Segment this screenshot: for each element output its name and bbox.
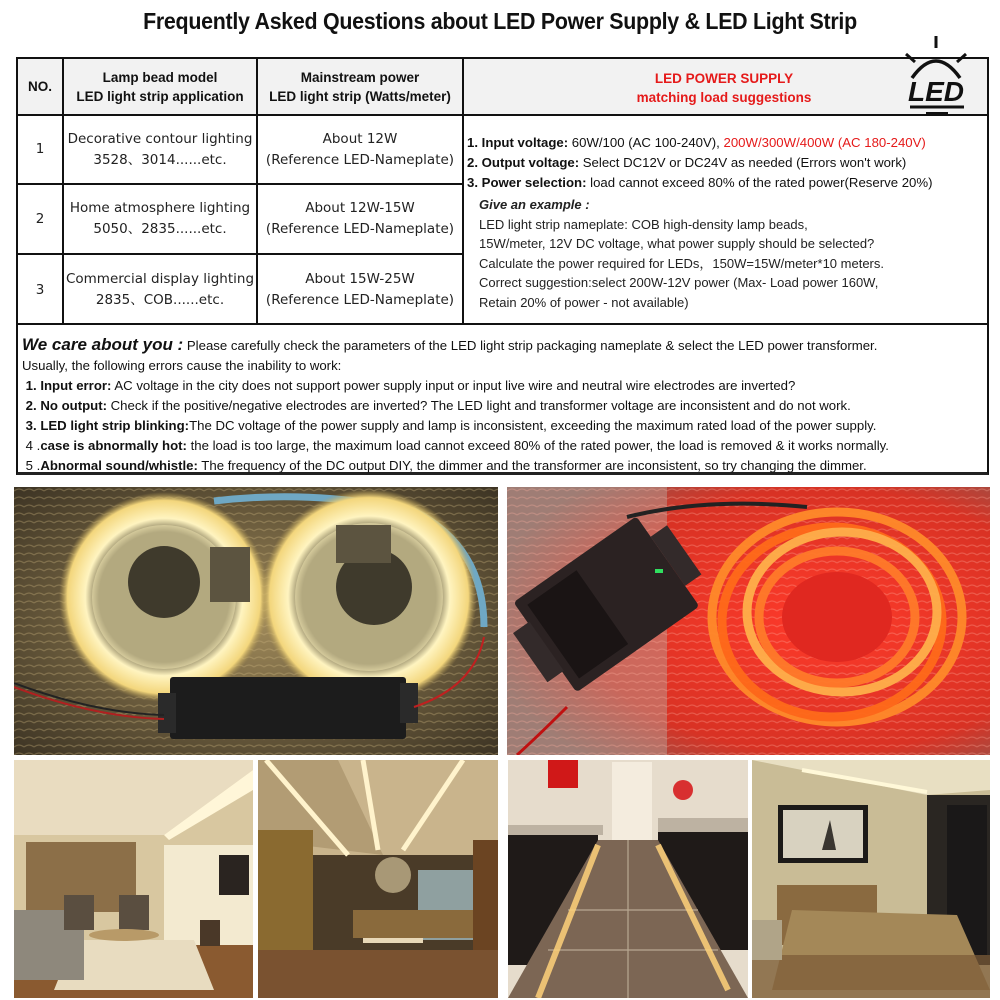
example-line: 15W/meter, 12V DC voltage, what power supply should be selected? bbox=[479, 236, 875, 251]
care-sub: Usually, the following errors cause the inability to work: bbox=[22, 358, 342, 373]
row-no: 3 bbox=[35, 281, 45, 298]
error-item bbox=[22, 416, 987, 436]
example-line: LED light strip nameplate: COB high-density lamp beads, bbox=[479, 216, 808, 232]
example-heading: Give an example : bbox=[479, 197, 590, 212]
row-3-power bbox=[258, 255, 464, 325]
error-item bbox=[22, 376, 987, 396]
error-text: the load is too large, the maximum load cannot exceed 80% of the rated power, the load is removed & it works normally. bbox=[186, 438, 889, 453]
header-power bbox=[258, 59, 464, 116]
photo-bedroom bbox=[752, 760, 990, 998]
row-no: 2 bbox=[35, 210, 45, 227]
led-bulb-icon bbox=[896, 34, 976, 118]
photo-red-led-strip bbox=[507, 487, 990, 755]
example-line: Retain 20% of power - not available) bbox=[479, 294, 689, 310]
photo-kitchen bbox=[508, 760, 748, 998]
row-app: Decorative contour lighting bbox=[67, 130, 253, 147]
page-title: Frequently Asked Questions about LED Power Supply & LED Light Strip bbox=[143, 8, 857, 34]
error-prefix: 5 . bbox=[25, 458, 41, 473]
error-label: 1. Input error: bbox=[25, 378, 112, 393]
header-lamp-line1: Lamp bead model bbox=[102, 69, 218, 85]
row-no: 1 bbox=[35, 141, 45, 157]
header-lamp bbox=[64, 59, 258, 116]
error-label: case is abnormally hot: bbox=[40, 438, 187, 453]
suggestion-output-voltage bbox=[467, 153, 987, 173]
row-ref: (Reference LED-Nameplate) bbox=[265, 151, 455, 168]
example-line: Calculate the power required for LEDs，150W=15W/meter*10 meters. bbox=[479, 255, 884, 271]
suggestion-input-voltage bbox=[467, 133, 987, 153]
row-2-app bbox=[64, 185, 258, 255]
error-label: 2. No output: bbox=[25, 398, 107, 413]
header-supply-line1: LED POWER SUPPLY bbox=[654, 71, 794, 86]
row-beads: 5050、2835......etc. bbox=[93, 221, 227, 237]
row-beads: 3528、3014......etc. bbox=[93, 151, 227, 168]
photo-living-room bbox=[14, 760, 253, 998]
care-intro-text: Please carefully check the parameters of the LED light strip packaging nameplate & select the LED power transformer. bbox=[183, 338, 878, 353]
row-1-app bbox=[64, 116, 258, 185]
error-text: AC voltage in the city does not support power supply input or input live wire and neutral wire electrodes are inverted? bbox=[111, 378, 796, 393]
row-2-no bbox=[18, 185, 64, 255]
row-ref: (Reference LED-Nameplate) bbox=[265, 221, 455, 237]
error-item bbox=[22, 396, 987, 416]
care-intro bbox=[22, 335, 987, 356]
suggestion-label: 1. Input voltage: bbox=[467, 135, 569, 150]
example-line: Correct suggestion:select 200W-12V power (Max- Load power 160W, bbox=[479, 275, 879, 290]
row-beads: 2835、COB......etc. bbox=[95, 292, 225, 308]
photo-lobby bbox=[258, 760, 498, 998]
error-item bbox=[22, 456, 987, 476]
error-label: Abnormal sound/whistle: bbox=[40, 458, 198, 473]
suggestion-label: 2. Output voltage: bbox=[467, 155, 580, 170]
error-text: Check if the positive/negative electrodes are inverted? The LED light and transformer voltage are inconsistent and do not work. bbox=[106, 398, 851, 413]
error-item bbox=[22, 436, 987, 456]
row-app: Commercial display lighting bbox=[65, 271, 255, 287]
row-1-power bbox=[258, 116, 464, 185]
row-ref: (Reference LED-Nameplate) bbox=[265, 292, 455, 308]
suggestion-power-selection bbox=[467, 173, 987, 193]
header-no-label: NO. bbox=[27, 79, 52, 94]
row-1-no bbox=[18, 116, 64, 185]
header-no bbox=[18, 59, 64, 116]
error-text: The DC voltage of the power supply and lamp is inconsistent, exceeding the maximum rated load of the power supply. bbox=[189, 418, 877, 433]
row-power: About 15W-25W bbox=[305, 271, 415, 287]
svg-text:LED: LED bbox=[908, 76, 964, 107]
suggestion-text: load cannot exceed 80% of the rated power(Reserve 20%) bbox=[586, 175, 933, 190]
header-power-line1: Mainstream power bbox=[300, 69, 420, 85]
error-label: 3. LED light strip blinking: bbox=[25, 418, 190, 433]
faq-table bbox=[16, 57, 989, 325]
row-3-app bbox=[64, 255, 258, 325]
header-power-line2: LED light strip (Watts/meter) bbox=[269, 88, 451, 104]
suggestion-text: Select DC12V or DC24V as needed (Errors won't work) bbox=[579, 155, 907, 170]
care-heading: We care about you : bbox=[22, 335, 184, 354]
example-block bbox=[467, 195, 987, 312]
suggestion-red-text: 200W/300W/400W (AC 180-240V) bbox=[723, 135, 926, 150]
suggestion-label: 3. Power selection: bbox=[467, 175, 587, 190]
row-power: About 12W-15W bbox=[305, 200, 415, 216]
header-supply-line2: matching load suggestions bbox=[636, 90, 812, 105]
error-prefix: 4 . bbox=[25, 438, 41, 453]
care-box bbox=[16, 323, 989, 475]
row-app: Home atmosphere lighting bbox=[69, 200, 251, 216]
header-lamp-line2: LED light strip application bbox=[76, 88, 244, 104]
suggestion-text: 60W/100 (AC 100-240V), bbox=[568, 135, 724, 150]
photo-warm-cob-reels bbox=[14, 487, 498, 755]
supply-suggestions bbox=[464, 116, 987, 323]
row-power: About 12W bbox=[322, 130, 398, 147]
error-text: The frequency of the DC output DIY, the dimmer and the transformer are inconsistent, so try changing the dimmer. bbox=[197, 458, 867, 473]
row-2-power bbox=[258, 185, 464, 255]
row-3-no bbox=[18, 255, 64, 325]
